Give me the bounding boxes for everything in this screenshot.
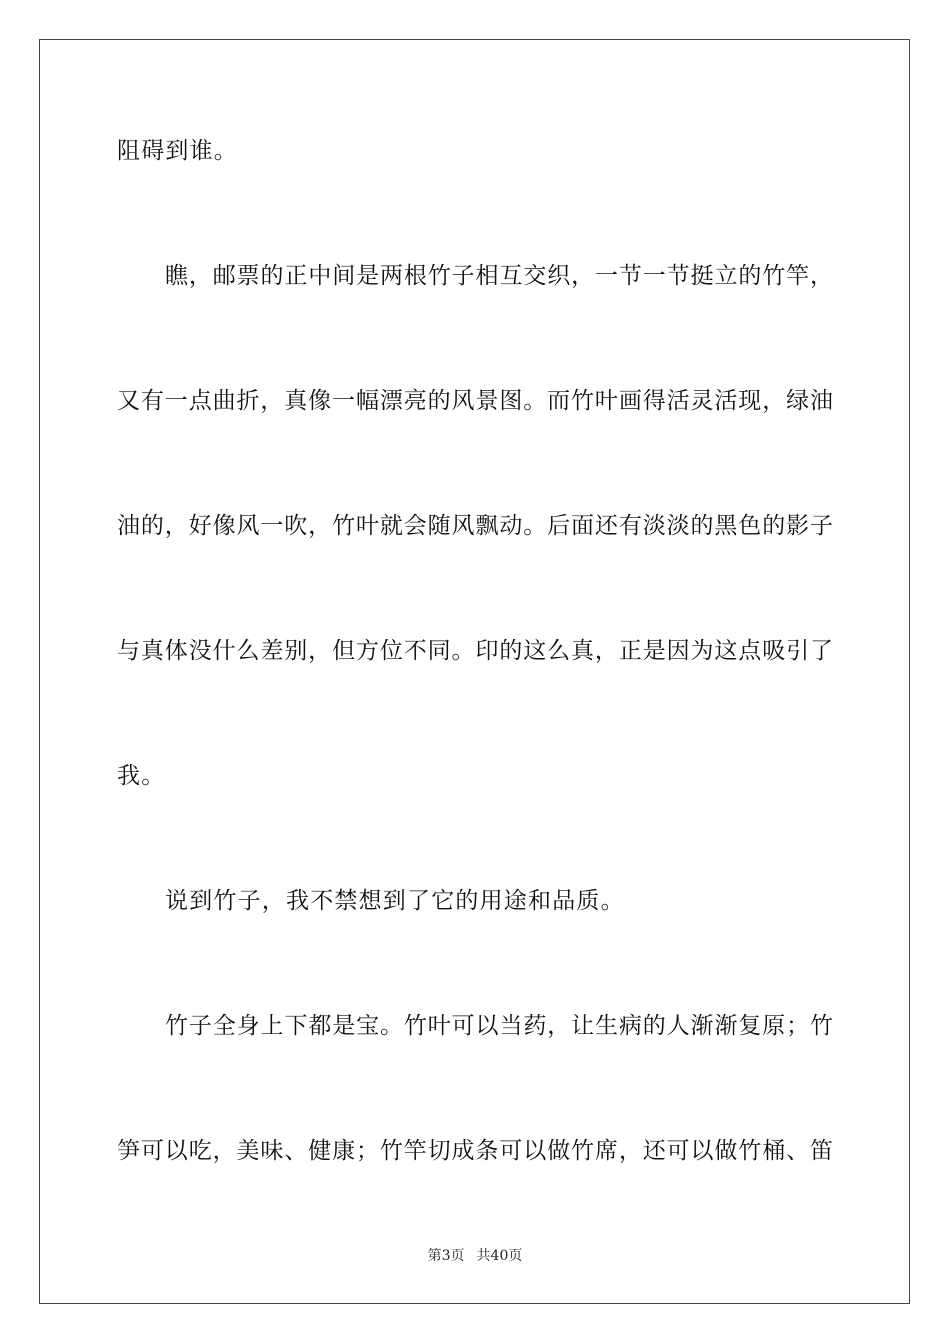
text-line-7: 说到竹子，我不禁想到了它的用途和品质。 — [165, 888, 625, 914]
text-line-9: 笋可以吃，美味、健康；竹竿切成条可以做竹席，还可以做竹桶、笛 — [117, 1138, 833, 1164]
page-total: 共40页 — [476, 1248, 523, 1264]
text-line-4: 油的，好像风一吹，竹叶就会随风飘动。后面还有淡淡的黑色的影子 — [117, 513, 833, 539]
text-line-3: 又有一点曲折，真像一幅漂亮的风景图。而竹叶画得活灵活现，绿油 — [117, 388, 833, 414]
text-line-1: 阻碍到谁。 — [117, 138, 238, 164]
page-footer — [0, 1247, 950, 1265]
text-line-5: 与真体没什么差别，但方位不同。印的这么真，正是因为这点吸引了 — [117, 638, 833, 664]
page-border — [39, 39, 910, 1304]
text-line-6: 我。 — [117, 763, 166, 789]
text-line-2: 瞧，邮票的正中间是两根竹子相互交织，一节一节挺立的竹竿， — [165, 263, 833, 289]
page-number: 第3页 — [427, 1248, 465, 1264]
text-line-8: 竹子全身上下都是宝。竹叶可以当药，让生病的人渐渐复原；竹 — [165, 1013, 833, 1039]
